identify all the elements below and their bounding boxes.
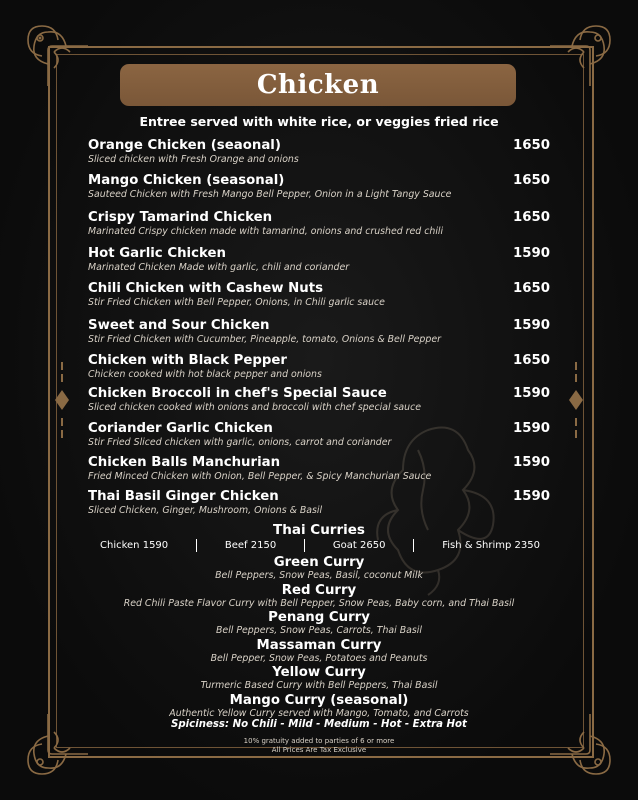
item-description: Stir Fried Chicken with Bell Pepper, Onions, in Chili garlic sauce — [88, 297, 385, 308]
curry-name: Yellow Curry — [272, 665, 366, 680]
item-price: 1590 — [512, 489, 550, 504]
tax-note: All Prices Are Tax Exclusive — [271, 746, 367, 754]
side-diamond-ornament-icon — [52, 362, 72, 438]
item-description: Marinated Crispy chicken made with tamarind, onions and crushed red chili — [88, 226, 444, 237]
curry-protein-prices — [100, 537, 540, 553]
corner-ornament-icon — [22, 20, 92, 90]
menu-item — [88, 386, 550, 421]
gratuity-note: 10% gratuity added to parties of 6 or more — [243, 737, 395, 745]
curry-price-beef: Beef 2150 — [224, 539, 277, 551]
item-name: Chicken Broccoli in chef's Special Sauce — [88, 386, 387, 401]
menu-item — [88, 173, 550, 210]
menu-item — [88, 421, 550, 455]
curry-price-fish-shrimp: Fish & Shrimp 2350 — [442, 539, 540, 551]
curry-item — [0, 584, 638, 612]
curry-price-goat: Goat 2650 — [332, 539, 386, 551]
item-price: 1650 — [512, 173, 550, 188]
item-price: 1590 — [512, 421, 550, 436]
thai-curries-title: Thai Curries — [273, 522, 365, 538]
item-description: Fried Minced Chicken with Onion, Bell Pepper, & Spicy Manchurian Sauce — [88, 471, 432, 482]
item-price: 1650 — [512, 281, 550, 296]
menu-item — [88, 353, 550, 386]
menu-item-list — [88, 138, 550, 523]
item-description: Stir Fried Sliced chicken with garlic, onions, carrot and coriander — [88, 437, 392, 448]
curry-item — [0, 611, 638, 639]
curry-list — [0, 556, 638, 721]
curry-name: Mango Curry (seasonal) — [229, 692, 409, 708]
curry-description: Bell Pepper, Snow Peas, Potatoes and Peanuts — [210, 652, 428, 664]
curry-name: Massaman Curry — [256, 637, 382, 653]
item-name: Coriander Garlic Chicken — [88, 421, 273, 436]
menu-item — [88, 281, 550, 318]
item-price: 1650 — [512, 353, 550, 368]
item-name: Orange Chicken (seaonal) — [88, 138, 281, 153]
curry-item — [0, 694, 638, 722]
curry-name: Green Curry — [273, 555, 365, 570]
price-divider — [304, 539, 305, 552]
section-subtitle: Entree served with white rice, or veggies fried rice — [139, 114, 499, 129]
menu-item — [88, 246, 550, 281]
item-name: Sweet and Sour Chicken — [88, 318, 270, 333]
menu-item — [88, 210, 550, 246]
menu-item — [88, 138, 550, 173]
menu-item — [88, 455, 550, 489]
corner-ornament-icon — [546, 20, 616, 90]
curry-description: Turmeric Based Curry with Bell Peppers, Thai Basil — [200, 680, 438, 691]
item-description: Stir Fried Chicken with Cucumber, Pineapple, tomato, Onions & Bell Pepper — [88, 334, 441, 345]
curry-name: Red Curry — [281, 582, 357, 598]
item-description: Marinated Chicken Made with garlic, chili and coriander — [88, 262, 350, 273]
item-price: 1590 — [512, 455, 550, 470]
item-price: 1650 — [512, 138, 550, 153]
curry-description: Red Chili Paste Flavor Curry with Bell Pepper, Snow Peas, Baby corn, and Thai Basil — [123, 597, 515, 609]
price-divider — [196, 539, 197, 552]
section-title-bar — [120, 64, 516, 106]
curry-description: Bell Peppers, Snow Peas, Basil, coconut Milk — [215, 570, 423, 581]
item-description: Sauteed Chicken with Fresh Mango Bell Pepper, Onion in a Light Tangy Sauce — [88, 189, 452, 200]
item-price: 1590 — [512, 246, 550, 261]
item-description: Sliced chicken with Fresh Orange and onions — [88, 154, 299, 165]
footnote — [0, 737, 638, 755]
curry-price-chicken: Chicken 1590 — [100, 539, 169, 551]
item-description: Sliced Chicken, Ginger, Mushroom, Onions & Basil — [88, 505, 323, 516]
curry-description: Bell Peppers, Snow Peas, Carrots, Thai Basil — [216, 625, 422, 636]
curry-description: Authentic Yellow Curry served with Mango, Tomato, and Carrots — [169, 707, 469, 719]
curry-item — [0, 639, 638, 667]
spiciness-scale: Spiciness: No Chili - Mild - Medium - Hot - Extra Hot — [171, 719, 467, 730]
curry-item — [0, 556, 638, 584]
item-name: Chicken Balls Manchurian — [88, 455, 281, 470]
item-name: Mango Chicken (seasonal) — [88, 173, 285, 188]
price-divider — [413, 539, 414, 552]
item-price: 1590 — [512, 318, 550, 333]
item-name: Thai Basil Ginger Chicken — [88, 489, 279, 504]
item-name: Chili Chicken with Cashew Nuts — [88, 281, 323, 296]
menu-item — [88, 318, 550, 353]
item-name: Chicken with Black Pepper — [88, 353, 287, 368]
item-description: Chicken cooked with hot black pepper and onions — [88, 369, 322, 380]
item-description: Sliced chicken cooked with onions and broccoli with chef special sauce — [88, 402, 422, 413]
item-price: 1590 — [512, 386, 550, 401]
item-name: Hot Garlic Chicken — [88, 246, 226, 261]
item-price: 1650 — [512, 210, 550, 225]
item-name: Crispy Tamarind Chicken — [88, 210, 273, 225]
curry-item — [0, 666, 638, 694]
menu-item — [88, 489, 550, 523]
curry-name: Penang Curry — [268, 610, 370, 625]
side-diamond-ornament-icon — [566, 362, 586, 438]
page-title: Chicken — [256, 70, 380, 100]
